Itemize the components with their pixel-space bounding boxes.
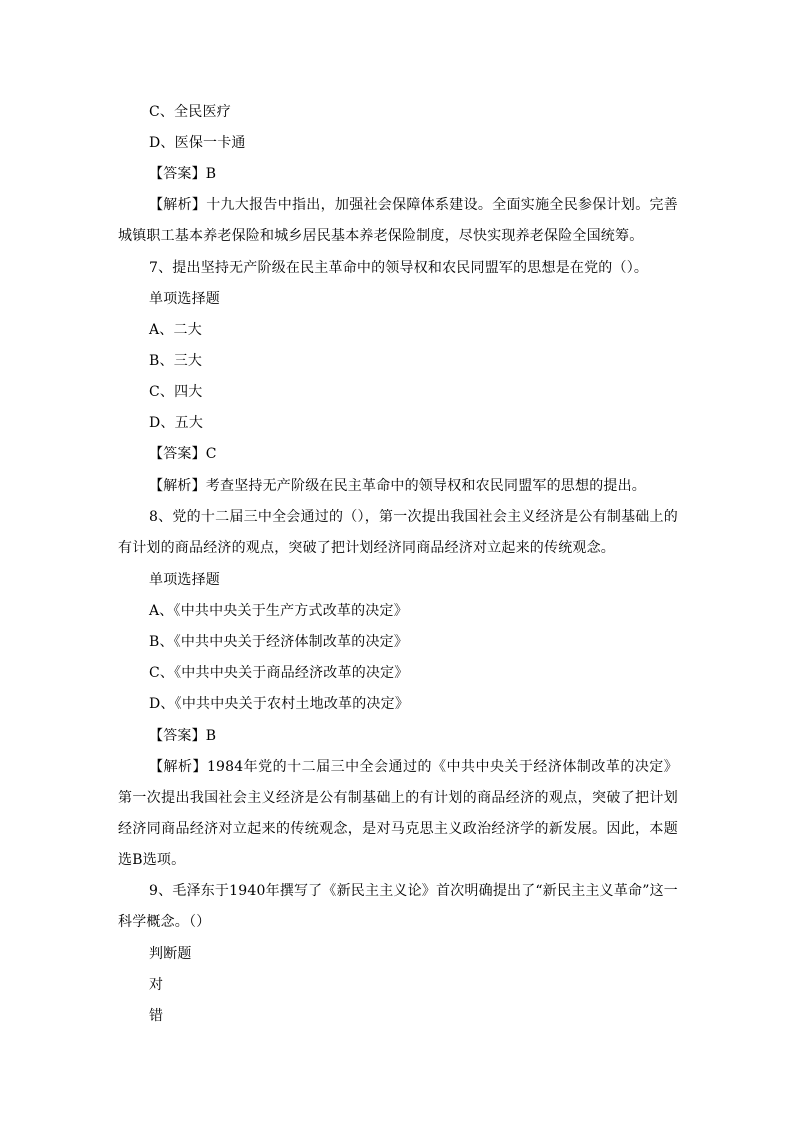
- question-9-type: 判断题: [149, 946, 192, 962]
- option-d: D、医保一卡通: [149, 135, 246, 151]
- explanation-6: 【解析】十九大报告中指出，加强社会保障体系建设。全面实施全民参保计划。完善城镇职工基本养老保险和城乡居民基本养老保险制度，尽快实现养老保险全国统筹。: [118, 197, 678, 244]
- answer-6: 【答案】B: [149, 166, 217, 182]
- answer-8: 【答案】B: [149, 728, 217, 744]
- explanation-7: 【解析】考查坚持无产阶级在民主革命中的领导权和农民同盟军的思想的提出。: [149, 478, 646, 494]
- option-c: C、全民医疗: [149, 104, 231, 120]
- question-7-option-b: B、三大: [149, 353, 203, 369]
- question-7-option-a: A、二大: [149, 322, 202, 338]
- question-8-option-d: D、《中共中央关于农村土地改革的决定》: [149, 696, 410, 712]
- explanation-8: 【解析】1984年党的十二届三中全会通过的《中共中央关于经济体制改革的决定》第一次提出我国社会主义经济是公有制基础上的有计划的商品经济的观点，突破了把计划经济同商品经济对立起来的传统观念，是对马克思主义政治经济学的新发展。因此，本题选B选项。: [118, 759, 678, 868]
- question-7-option-c: C、四大: [149, 384, 203, 400]
- question-8-type: 单项选择题: [149, 572, 220, 588]
- question-8: 8、党的十二届三中全会通过的（），第一次提出我国社会主义经济是公有制基础上的有计划的商品经济的观点，突破了把计划经济同商品经济对立起来的传统观念。: [118, 509, 678, 556]
- question-9: 9、毛泽东于1940年撰写了《新民主主义论》首次明确提出了“新民主主义革命”这一科学概念。（）: [118, 883, 678, 930]
- question-7-type: 单项选择题: [149, 291, 220, 307]
- answer-7: 【答案】C: [149, 446, 217, 462]
- question-7: 7、提出坚持无产阶级在民主革命中的领导权和农民同盟军的思想是在党的（）。: [149, 260, 649, 276]
- question-7-option-d: D、五大: [149, 415, 204, 431]
- question-9-option-false: 错: [149, 1008, 164, 1024]
- question-9-option-true: 对: [149, 977, 164, 993]
- question-8-option-c: C、《中共中央关于商品经济改革的决定》: [149, 665, 409, 681]
- question-8-option-a: A、《中共中央关于生产方式改革的决定》: [149, 603, 408, 619]
- question-8-option-b: B、《中共中央关于经济体制改革的决定》: [149, 634, 409, 650]
